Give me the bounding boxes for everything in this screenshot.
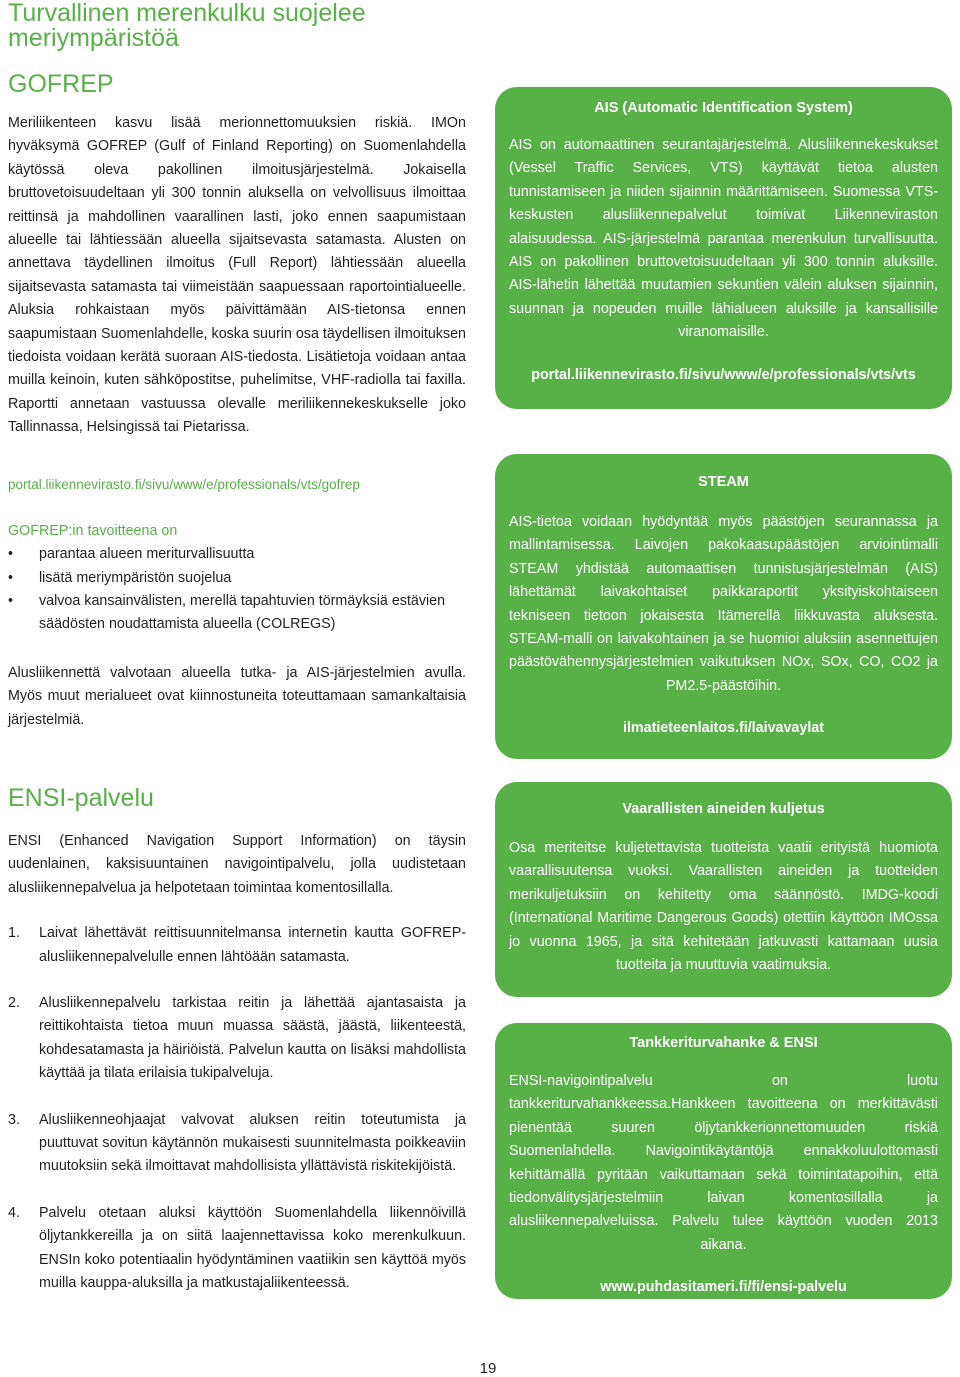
- list-item: [8, 992, 466, 1086]
- list-item: [8, 1202, 466, 1296]
- list-item: • lisätä meriympäristön suojelua: [8, 567, 466, 590]
- ensi-steps: [8, 922, 466, 1295]
- box-title: AIS (Automatic Identification System): [594, 100, 853, 116]
- left-column: [8, 0, 466, 1295]
- gofrep-heading: GOFREP: [8, 70, 114, 98]
- ensi-heading: ENSI-palvelu: [8, 783, 154, 812]
- list-item: • parantaa alueen meriturvallisuutta: [8, 543, 466, 566]
- step-number: 4.: [8, 1204, 20, 1221]
- page-number: 19: [479, 1360, 497, 1377]
- box-link[interactable]: ilmatieteenlaitos.fi/laivavaylat: [622, 720, 825, 737]
- ensi-paragraph: ENSI (Enhanced Navigation Support Information) on täysin uudenlainen, kaksisuuntainen navigointipalvelu, jolla uudistetaan alusliikennepalvelua ja helpotetaan toimintaa komentosillalla.: [8, 832, 466, 896]
- step-number: 2.: [8, 994, 20, 1011]
- gofrep-paragraph: Meriliikenteen kasvu lisää merionnettomuuksien riskiä. IMOn hyväksymä GOFREP (Gulf of Finland Reporting) on Suomenlahdella käytössä oleva pakollinen ilmoitusjärjestelmä. Jokaisella bruttovetoisuudeltaan yli 300 tonnin aluksella on velvollisuus ilmoittaa reittinsä ja mahdollinen vaarallinen lasti, joko ennen saapumistaan alueelle tai lähtiessään alueella sijaitsevasta satamasta. Alusten on annettava täydellinen ilmoitus (Full Report) lähtiessään alueella sijaitsevasta satamasta tai viimeistään saapuessaan raportointialueelle. Aluksia rohkaistaan myös päivittämään AIS-tietonsa ennen saapumistaan Suomenlahdelle, koska suurin osa täydellisen ilmoituksen tiedoista voidaan kerätä suoraan AIS-tiedosta. Lisätietoja voidaan antaa muilla keinoin, kuten sähköpostitse, puhelimitse, VHF-radiolla tai faxilla. Raportti annetaan vastuussa olevalle meriliikennekeskukselle joko Tallinnassa, Helsingissä tai Pietarissa.: [8, 115, 466, 436]
- step-number: 3.: [8, 1111, 20, 1128]
- ais-box: [495, 87, 952, 409]
- step-text: Palvelu otetaan aluksi käyttöön Suomenlahdella liikennöivillä öljytankkereilla ja on siitä laajennettavissa koko merenkulkuun. ENSIn koko potentiaalin hyödyntäminen vaatiikin sen käyttöä myös muilla kauppa-aluksilla ja matkustajaliikenteessä.: [39, 1204, 466, 1292]
- step-text: Alusliikenneohjaajat valvovat aluksen reitin toteutumista ja puuttuvat sovitun käytännön mukaisesti suunnitelmasta poikkeaviin muutoksiin sekä ilmoittavat mahdollisista yllättävistä riskitekijöistä.: [39, 1111, 466, 1175]
- box-link[interactable]: www.puhdasitameri.fi/fi/ensi-palvelu: [600, 1279, 847, 1296]
- box-paragraph: AIS-tietoa voidaan hyödyntää myös päästöjen seurannassa ja mallintamisessa. Laivojen pakokaasupäästöjen arviointimalli STEAM yhdistää automaattisen tunnistusjärjestelmän (AIS) lähettämät laivakohtaiset paikkaraportit yksityiskohtaiseen tekniseen tietoon jokaisesta Itämerellä liikkuvasta aluksesta. STEAM-malli on laivakohtainen ja se huomioi aluksiin asennettujen päästövähennysjärjestelmien vaikutuksen NOx, SOx, CO, CO2 ja PM2.5-päästöihin.: [509, 514, 938, 694]
- box-title: Tankkeriturvahanke & ENSI: [629, 1035, 818, 1051]
- step-text: Alusliikennepalvelu tarkistaa reitin ja lähettää ajantasaista ja reittikohtaista tietoa muun muassa säästä, jäästä, liikenteestä, kohdesatamasta ja häiriöistä. Palvelun kautta on lisäksi mahdollista käyttää ja tilata erilaisia tukipalveluja.: [39, 994, 466, 1082]
- step-text: Laivat lähettävät reittisuunnitelmansa internetin kautta GOFREP-alusliikennepalvelulle ennen lähtöään satamasta.: [39, 925, 466, 965]
- box-title: Vaarallisten aineiden kuljetus: [622, 801, 825, 817]
- monitor-paragraph: Alusliikennettä valvotaan alueella tutka- ja AIS-järjestelmien avulla. Myös muut merialueet ovat kiinnostuneita toteuttamaan samankaltaisia järjestelmiä.: [8, 664, 466, 728]
- page-title: Turvallinen merenkulku suojelee meriympäristöä: [8, 0, 366, 52]
- gofrep-link[interactable]: portal.liikennevirasto.fi/sivu/www/e/professionals/vts/gofrep: [8, 476, 360, 492]
- box-title: STEAM: [698, 474, 749, 490]
- dangerous-goods-box: [495, 782, 952, 997]
- box-paragraph: AIS on automaattinen seurantajärjestelmä. Alusliikennekeskukset (Vessel Traffic Services, VTS) käyttävät tietoa alusten tunnistamiseen ja niiden sijainnin määrittämiseen. Suomessa VTS-keskusten alusliikennepalvelut toimivat Liikenneviraston alaisuudessa. AIS-järjestelmä parantaa merenkulun turvallisuutta. AIS on pakollinen bruttovetoisuudeltaan yli 300 tonnin aluksille. AIS-lähetin lähettää muutamien sekuntien välein aluksen sijainnin, suunnan ja nopeuden muille lähialueen aluksille ja kansallisille viranomaisille.: [509, 137, 938, 341]
- box-paragraph: ENSI-navigointipalvelu on luotu tankkeriturvahankkeessa.Hankkeen tavoitteena on merkittävästi pienentää suuren öljytankkerionnettomuuden riskiä Suomenlahdella. Navigointikäytäntöjä ennakkoluulottomasti kehittämällä pyritään vaikuttamaan sekä toimintatapoihin, että tiedonvälitysjärjestelmiin laivan komentosillalla ja alusliikennepalveluissa. Palvelu tulee käyttöön vuoden 2013 aikana.: [509, 1073, 938, 1253]
- steam-box: [495, 454, 952, 759]
- goals-heading: GOFREP:in tavoitteena on: [8, 522, 178, 539]
- box-link[interactable]: portal.liikennevirasto.fi/sivu/www/e/professionals/vts/vts: [531, 366, 916, 383]
- tanker-safety-box: [495, 1023, 952, 1299]
- list-item: • valvoa kansainvälisten, merellä tapahtuvien törmäyksiä estävien säädösten noudattamista alueella (COLREGS): [8, 590, 466, 637]
- step-number: 1.: [8, 925, 20, 942]
- box-paragraph: Osa meriteitse kuljetettavista tuotteista vaatii erityistä huomiota vaarallisuutensa vuoksi. Vaarallisten aineiden ja tuotteiden merikuljetuksiin on kehitetty oma säännöstö. IMDG-koodi (International Maritime Dangerous Goods) otettiin käyttöön IMOssa jo vuonna 1965, ja sitä kehitetään jatkuvasti kattamaan uusia tuotteita ja muuttuvia vaatimuksia.: [509, 840, 938, 974]
- goals-list: [8, 543, 466, 637]
- list-item: [8, 1109, 466, 1179]
- list-item: [8, 922, 466, 969]
